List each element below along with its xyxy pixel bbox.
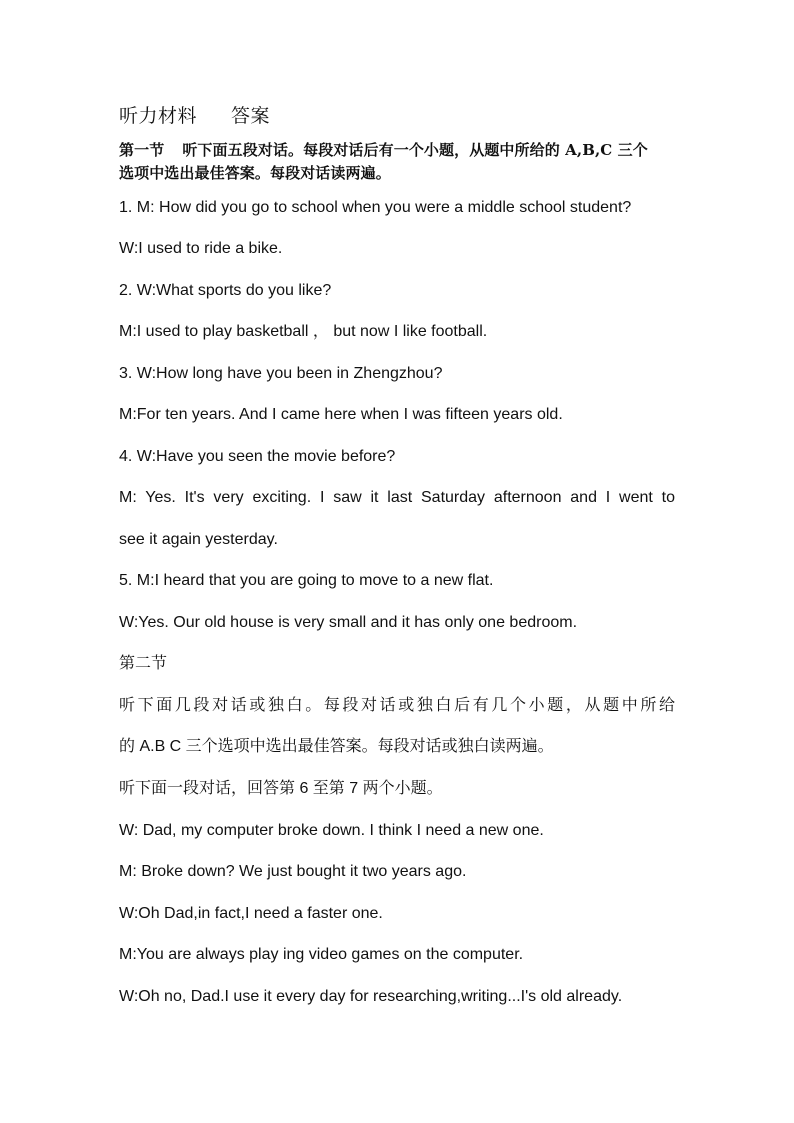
dialogue-line: see it again yesterday. bbox=[119, 531, 278, 548]
dialogue-line: 1. M: How did you go to school when you were a middle school student? bbox=[119, 199, 632, 216]
dialogue-line: 5. M:I heard that you are going to move to a new flat. bbox=[119, 572, 494, 589]
dialogue-line: 4. W:Have you seen the movie before? bbox=[119, 448, 396, 465]
dialogue-line: W:Yes. Our old house is very small and it has only one bedroom. bbox=[119, 614, 578, 631]
dialogue-line: M:You are always play ing video games on the computer. bbox=[119, 946, 524, 963]
section2-instruction-line2: 的 A.B C 三个选项中选出最佳答案。每段对话或独白读两遍。 bbox=[119, 738, 554, 755]
section2-instruction-line1: 听下面几段对话或独白。每段对话或独白后有几个小题，从题中所给 bbox=[119, 697, 675, 714]
dialogue-line: M:I used to play basketball ， but now I like football. bbox=[119, 323, 488, 340]
dialogue-line: W: Dad, my computer broke down. I think I need a new one. bbox=[119, 822, 544, 839]
dialogue-line: W:Oh Dad,in fact,I need a faster one. bbox=[119, 905, 383, 922]
dialogue-line: W:I used to ride a bike. bbox=[119, 240, 283, 257]
dialogue-line: M: Yes. It's very exciting. I saw it last Saturday afternoon and I went to bbox=[119, 489, 675, 506]
title-listening-material: 听力材料 bbox=[119, 106, 198, 127]
page-title bbox=[119, 104, 679, 130]
title-answers: 答案 bbox=[231, 106, 271, 127]
section2-label: 第二节 bbox=[119, 655, 168, 672]
dialogue-line: M:For ten years. And I came here when I was fifteen years old. bbox=[119, 406, 563, 423]
section1-instruction-line1: 第一节 听下面五段对话。每段对话后有一个小题，从题中所给的 A,B,C 三个 bbox=[119, 141, 648, 159]
section1-label: 第一节 bbox=[119, 141, 165, 159]
dialogue-line: M: Broke down? We just bought it two years ago. bbox=[119, 863, 467, 880]
dialogue-line: W:Oh no, Dad.I use it every day for researching,writing...I's old already. bbox=[119, 988, 623, 1005]
section2-sub-instruction: 听下面一段对话，回答第 6 至第 7 两个小题。 bbox=[119, 780, 443, 797]
dialogue-line: 2. W:What sports do you like? bbox=[119, 282, 332, 299]
dialogue-line: 3. W:How long have you been in Zhengzhou? bbox=[119, 365, 443, 382]
section1-instruction-line2: 选项中选出最佳答案。每段对话读两遍。 bbox=[119, 164, 391, 182]
